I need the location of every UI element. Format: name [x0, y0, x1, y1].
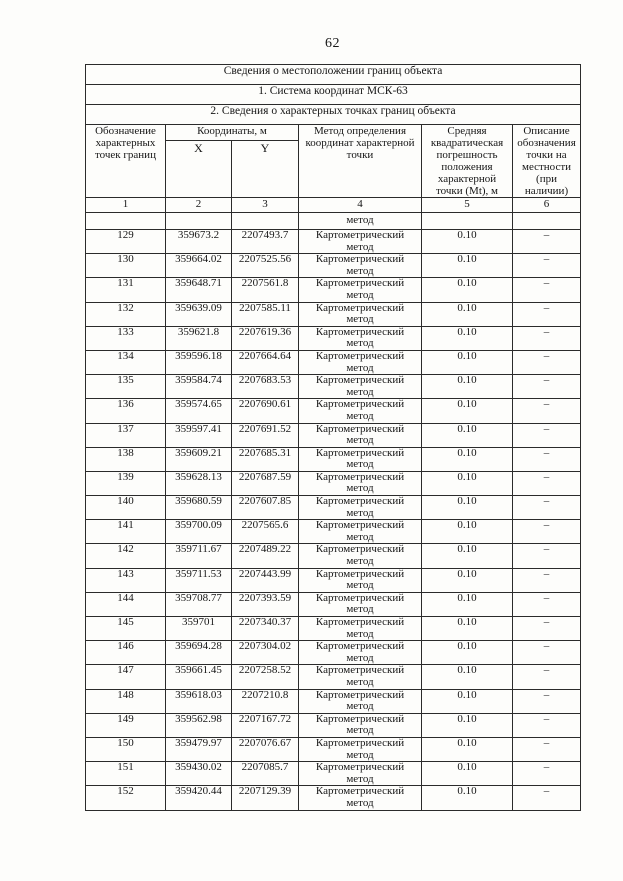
description-cell: –: [513, 762, 581, 786]
x-coordinate-cell: 359708.77: [166, 592, 232, 616]
x-coordinate-cell: 359596.18: [166, 350, 232, 374]
mt-error-cell: 0.10: [422, 423, 513, 447]
description-cell: –: [513, 713, 581, 737]
point-number-cell: 144: [86, 592, 166, 616]
method-cell: [299, 496, 422, 520]
mt-error-cell: 0.10: [422, 447, 513, 471]
y-coordinate-cell: 2207076.67: [232, 737, 299, 761]
description-cell: –: [513, 399, 581, 423]
y-coordinate-cell: 2207167.72: [232, 713, 299, 737]
point-number-cell: 132: [86, 302, 166, 326]
table-row: [86, 278, 581, 302]
description-cell: –: [513, 423, 581, 447]
y-coordinate-cell: 2207489.22: [232, 544, 299, 568]
description-cell: –: [513, 375, 581, 399]
y-coordinate-cell: 2207664.64: [232, 350, 299, 374]
section-2-label: 2. Сведения о характерных точках границ объекта: [86, 105, 581, 125]
empty-cell: [166, 213, 232, 230]
header-description: Описание обозначения точки на местности (при наличии): [513, 125, 581, 198]
table-row: [86, 592, 581, 616]
mt-error-cell: 0.10: [422, 737, 513, 761]
x-coordinate-cell: 359574.65: [166, 399, 232, 423]
table-row: [86, 471, 581, 495]
table-row: [86, 520, 581, 544]
y-coordinate-cell: 2207619.36: [232, 326, 299, 350]
mt-error-cell: 0.10: [422, 641, 513, 665]
header-method: Метод определения координат характерной точки: [299, 125, 422, 198]
method-text: Картометрический метод: [315, 737, 405, 761]
point-number-cell: 147: [86, 665, 166, 689]
x-coordinate-cell: 359700.09: [166, 520, 232, 544]
method-cell: [299, 302, 422, 326]
description-cell: –: [513, 568, 581, 592]
y-coordinate-cell: 2207304.02: [232, 641, 299, 665]
method-text: Картометрический метод: [315, 350, 405, 374]
point-number-cell: 148: [86, 689, 166, 713]
method-text: Картометрический метод: [315, 519, 405, 543]
x-coordinate-cell: 359639.09: [166, 302, 232, 326]
point-number-cell: 139: [86, 471, 166, 495]
y-coordinate-cell: 2207683.53: [232, 375, 299, 399]
table-row: [86, 737, 581, 761]
description-cell: –: [513, 350, 581, 374]
header-y: Y: [232, 141, 299, 198]
method-text: Картометрический метод: [315, 640, 405, 664]
method-cell: [299, 399, 422, 423]
mt-error-cell: 0.10: [422, 617, 513, 641]
x-coordinate-cell: 359711.53: [166, 568, 232, 592]
mt-error-cell: 0.10: [422, 375, 513, 399]
column-number-4: 4: [299, 198, 422, 213]
column-numbers-row: [86, 198, 581, 213]
y-coordinate-cell: 2207085.7: [232, 762, 299, 786]
column-number-5: 5: [422, 198, 513, 213]
method-cell: [299, 617, 422, 641]
y-coordinate-cell: 2207565.6: [232, 520, 299, 544]
method-text: Картометрический метод: [315, 713, 405, 737]
point-number-cell: 138: [86, 447, 166, 471]
x-coordinate-cell: 359609.21: [166, 447, 232, 471]
method-cell: [299, 762, 422, 786]
x-coordinate-cell: 359661.45: [166, 665, 232, 689]
method-text: Картометрический метод: [315, 664, 405, 688]
method-text: Картометрический метод: [315, 471, 405, 495]
description-cell: –: [513, 496, 581, 520]
method-text: Картометрический метод: [315, 398, 405, 422]
table-row: [86, 641, 581, 665]
column-number-2: 2: [166, 198, 232, 213]
point-number-cell: 145: [86, 617, 166, 641]
mt-error-cell: 0.10: [422, 471, 513, 495]
method-text: Картометрический метод: [315, 277, 405, 301]
table-row: [86, 423, 581, 447]
x-coordinate-cell: 359420.44: [166, 786, 232, 810]
mt-error-cell: 0.10: [422, 350, 513, 374]
point-number-cell: 137: [86, 423, 166, 447]
coordinate-rows: [86, 230, 581, 811]
method-text: Картометрический метод: [315, 616, 405, 640]
x-coordinate-cell: 359618.03: [166, 689, 232, 713]
y-coordinate-cell: 2207493.7: [232, 230, 299, 254]
mt-error-cell: 0.10: [422, 786, 513, 810]
empty-cell: [232, 213, 299, 230]
point-number-cell: 150: [86, 737, 166, 761]
mt-error-cell: 0.10: [422, 713, 513, 737]
method-cell: [299, 568, 422, 592]
description-cell: –: [513, 326, 581, 350]
header-coordinates-group: Координаты, м: [166, 125, 299, 141]
point-number-cell: 142: [86, 544, 166, 568]
mt-error-cell: 0.10: [422, 399, 513, 423]
y-coordinate-cell: 2207210.8: [232, 689, 299, 713]
description-cell: –: [513, 617, 581, 641]
x-coordinate-cell: 359628.13: [166, 471, 232, 495]
method-cell: [299, 447, 422, 471]
x-coordinate-cell: 359648.71: [166, 278, 232, 302]
y-coordinate-cell: 2207258.52: [232, 665, 299, 689]
method-cell: [299, 230, 422, 254]
y-coordinate-cell: 2207687.59: [232, 471, 299, 495]
method-cell: [299, 278, 422, 302]
mt-error-cell: 0.10: [422, 689, 513, 713]
mt-error-cell: 0.10: [422, 544, 513, 568]
description-cell: –: [513, 641, 581, 665]
method-cell: [299, 641, 422, 665]
x-coordinate-cell: 359479.97: [166, 737, 232, 761]
table-title-row: [86, 65, 581, 85]
header-mt-error: Средняя квадратическая погрешность положения характерной точки (Mt), м: [422, 125, 513, 198]
y-coordinate-cell: 2207340.37: [232, 617, 299, 641]
method-text: Картометрический метод: [315, 495, 405, 519]
description-cell: –: [513, 254, 581, 278]
y-coordinate-cell: 2207393.59: [232, 592, 299, 616]
description-cell: –: [513, 665, 581, 689]
description-cell: –: [513, 230, 581, 254]
point-number-cell: 134: [86, 350, 166, 374]
mt-error-cell: 0.10: [422, 568, 513, 592]
column-number-1: 1: [86, 198, 166, 213]
table-row: [86, 617, 581, 641]
description-cell: –: [513, 278, 581, 302]
column-headers-row: [86, 125, 581, 141]
method-text: Картометрический метод: [315, 568, 405, 592]
description-cell: –: [513, 544, 581, 568]
method-cell: [299, 786, 422, 810]
table-row: [86, 689, 581, 713]
y-coordinate-cell: 2207585.11: [232, 302, 299, 326]
mt-error-cell: 0.10: [422, 326, 513, 350]
point-number-cell: 130: [86, 254, 166, 278]
description-cell: –: [513, 471, 581, 495]
table-row: [86, 665, 581, 689]
y-coordinate-cell: 2207561.8: [232, 278, 299, 302]
x-coordinate-cell: 359621.8: [166, 326, 232, 350]
description-cell: –: [513, 786, 581, 810]
method-text: Картометрический метод: [315, 543, 405, 568]
point-number-cell: 136: [86, 399, 166, 423]
table-row: [86, 786, 581, 810]
table-row: [86, 350, 581, 374]
table-row: [86, 399, 581, 423]
x-coordinate-cell: 359584.74: [166, 375, 232, 399]
y-coordinate-cell: 2207685.31: [232, 447, 299, 471]
column-number-3: 3: [232, 198, 299, 213]
mt-error-cell: 0.10: [422, 520, 513, 544]
point-number-cell: 141: [86, 520, 166, 544]
point-number-cell: 131: [86, 278, 166, 302]
method-text: Картометрический метод: [315, 761, 405, 785]
x-coordinate-cell: 359680.59: [166, 496, 232, 520]
y-coordinate-cell: 2207690.61: [232, 399, 299, 423]
point-number-cell: 140: [86, 496, 166, 520]
empty-cell: [422, 213, 513, 230]
point-number-cell: 146: [86, 641, 166, 665]
y-coordinate-cell: 2207607.85: [232, 496, 299, 520]
method-cell: [299, 544, 422, 568]
empty-cell: [86, 213, 166, 230]
point-number-cell: 149: [86, 713, 166, 737]
empty-cell: [513, 213, 581, 230]
method-cell: [299, 350, 422, 374]
point-number-cell: 129: [86, 230, 166, 254]
point-number-cell: 143: [86, 568, 166, 592]
x-coordinate-cell: 359597.41: [166, 423, 232, 447]
method-cell: [299, 689, 422, 713]
method-cell: [299, 737, 422, 761]
page-number: 62: [325, 36, 340, 51]
x-coordinate-cell: 359673.2: [166, 230, 232, 254]
mt-error-cell: 0.10: [422, 665, 513, 689]
y-coordinate-cell: 2207443.99: [232, 568, 299, 592]
mt-error-cell: 0.10: [422, 496, 513, 520]
method-text: Картометрический метод: [315, 374, 405, 398]
x-coordinate-cell: 359664.02: [166, 254, 232, 278]
mt-error-cell: 0.10: [422, 230, 513, 254]
table-row: [86, 302, 581, 326]
table-row: [86, 544, 581, 568]
y-coordinate-cell: 2207525.56: [232, 254, 299, 278]
y-coordinate-cell: 2207691.52: [232, 423, 299, 447]
description-cell: –: [513, 689, 581, 713]
method-cell: [299, 471, 422, 495]
boundary-points-table: [85, 64, 581, 811]
method-text: Картометрический метод: [315, 785, 405, 809]
method-cell: [299, 423, 422, 447]
method-cell: [299, 254, 422, 278]
description-cell: –: [513, 447, 581, 471]
section-2-row: [86, 105, 581, 125]
table-row: [86, 326, 581, 350]
point-number-cell: 151: [86, 762, 166, 786]
method-cell: [299, 665, 422, 689]
x-coordinate-cell: 359701: [166, 617, 232, 641]
table-row: [86, 713, 581, 737]
description-cell: –: [513, 592, 581, 616]
table-row: [86, 568, 581, 592]
method-cell: [299, 592, 422, 616]
method-text: Картометрический метод: [315, 326, 405, 350]
continuation-row: [86, 213, 581, 230]
mt-error-cell: 0.10: [422, 278, 513, 302]
mt-error-cell: 0.10: [422, 762, 513, 786]
coordinate-system-label: 1. Система координат МСК-63: [86, 85, 581, 105]
header-x: X: [166, 141, 232, 198]
table-head-section: [86, 65, 581, 230]
point-number-cell: 152: [86, 786, 166, 810]
method-text: Картометрический метод: [315, 592, 405, 616]
method-cell: [299, 326, 422, 350]
coordinate-system-row: [86, 85, 581, 105]
mt-error-cell: 0.10: [422, 254, 513, 278]
table-row: [86, 762, 581, 786]
table-row: [86, 254, 581, 278]
table-row: [86, 230, 581, 254]
method-text: Картометрический метод: [315, 689, 405, 713]
method-text: Картометрический метод: [315, 423, 405, 447]
point-number-cell: 133: [86, 326, 166, 350]
column-number-6: 6: [513, 198, 581, 213]
x-coordinate-cell: 359711.67: [166, 544, 232, 568]
x-coordinate-cell: 359694.28: [166, 641, 232, 665]
table-title: Сведения о местоположении границ объекта: [86, 65, 581, 85]
table-row: [86, 447, 581, 471]
table-row: [86, 496, 581, 520]
continuation-method-tail: метод: [299, 213, 422, 230]
method-cell: [299, 375, 422, 399]
method-text: Картометрический метод: [315, 253, 405, 277]
method-text: Картометрический метод: [315, 229, 405, 253]
method-cell: [299, 713, 422, 737]
mt-error-cell: 0.10: [422, 302, 513, 326]
x-coordinate-cell: 359430.02: [166, 762, 232, 786]
header-point-designation: Обозначение характерных точек границ: [86, 125, 166, 198]
method-cell: [299, 520, 422, 544]
method-text: Картометрический метод: [315, 447, 405, 471]
description-cell: –: [513, 302, 581, 326]
description-cell: –: [513, 520, 581, 544]
y-coordinate-cell: 2207129.39: [232, 786, 299, 810]
description-cell: –: [513, 737, 581, 761]
x-coordinate-cell: 359562.98: [166, 713, 232, 737]
mt-error-cell: 0.10: [422, 592, 513, 616]
method-text: Картометрический метод: [315, 302, 405, 326]
point-number-cell: 135: [86, 375, 166, 399]
table-row: [86, 375, 581, 399]
